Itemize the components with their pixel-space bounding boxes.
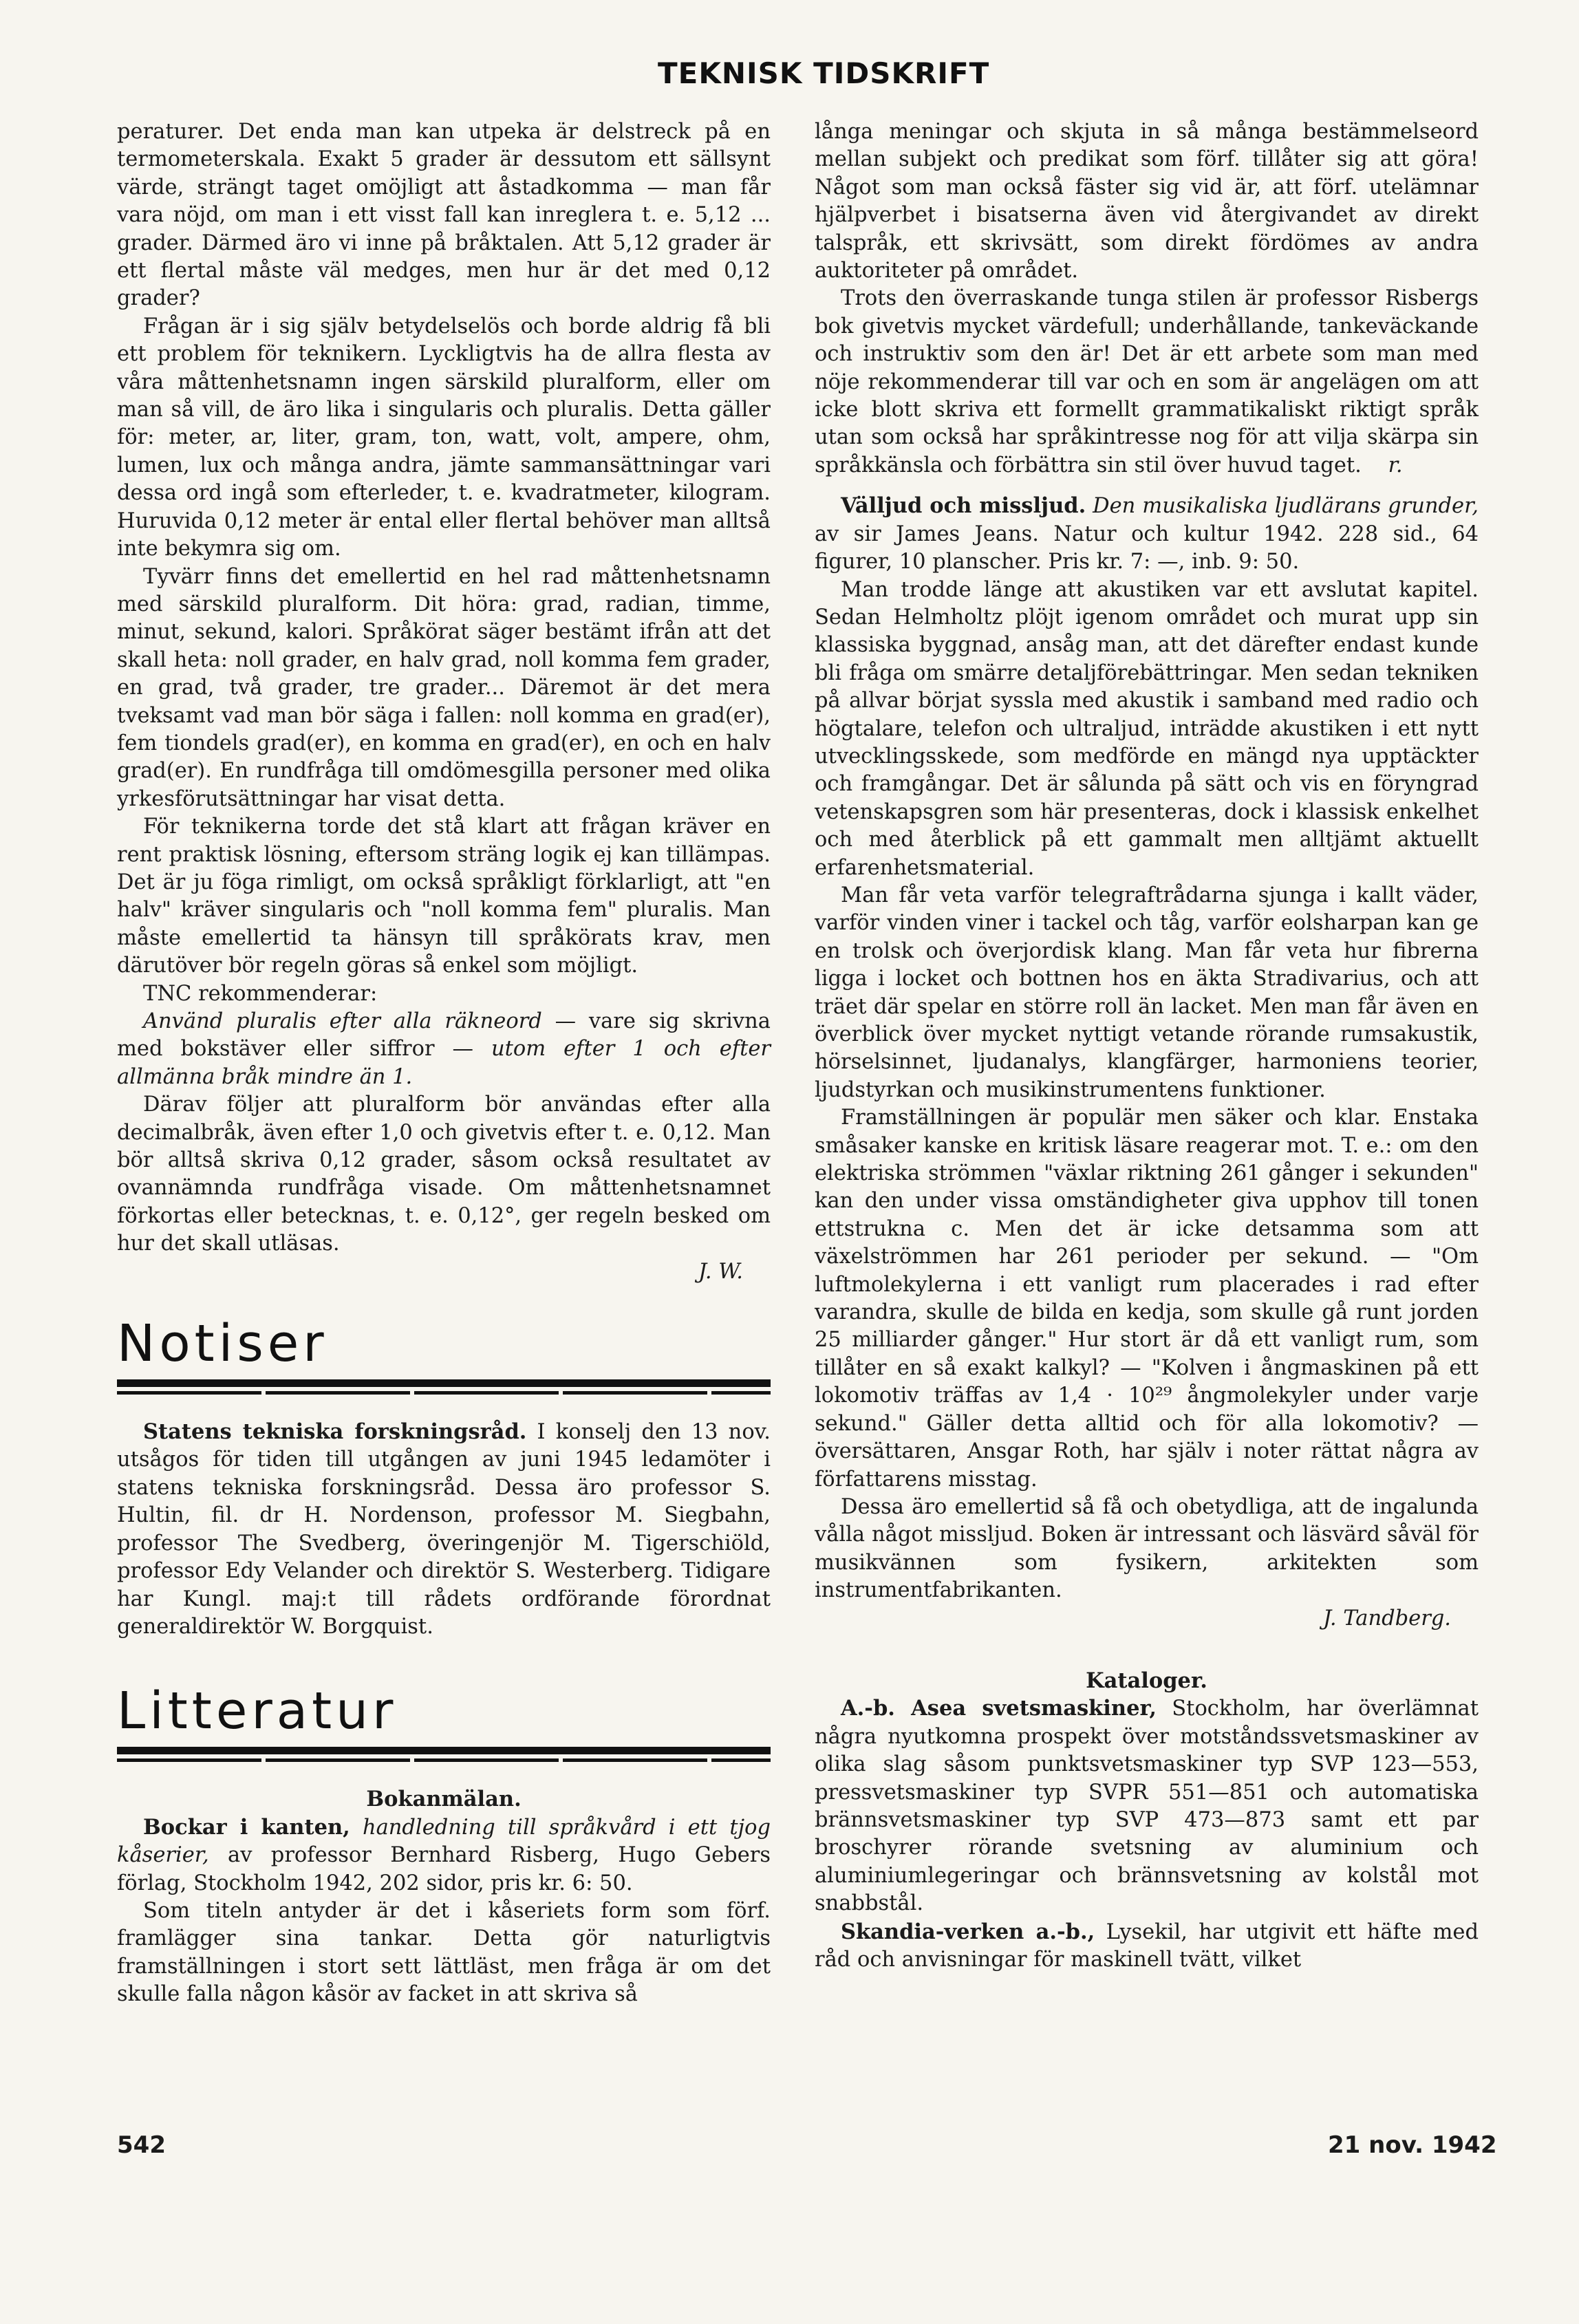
paragraph: För teknikerna torde det stå klart att frågan kräver en rent praktisk lösning, eftersom sträng logik ej kan tillämpas. Det är ju föga rimligt, om också språkligt förklarligt, att "en halv" kräver singularis och "noll komma fem" pluralis. Man måste emellertid ta hänsyn till språkörats krav, men därutöver bör regeln göras så enkel som möjligt. — [117, 815, 771, 978]
section-rule — [117, 1758, 771, 1762]
book-entry — [117, 1814, 771, 1897]
section-rule — [117, 1747, 771, 1754]
book-title: Bockar i kanten, — [143, 1814, 350, 1840]
section-title-litteratur: Litteratur — [117, 1681, 398, 1741]
rule-part: utom efter 1 och efter allmänna bråk mindre än 1. — [117, 1037, 771, 1089]
signature: J. Tandberg. — [1323, 1606, 1451, 1631]
subheading-kataloger: Kataloger. — [1086, 1668, 1207, 1693]
rule-part: — vare sig skrivna med bokstäver eller siffror — — [117, 1009, 771, 1062]
paragraph: Dessa äro emellertid så få och obetydliga, att de ingalunda vålla något missljud. Boken är intressant och läsvärd såväl för musikvännen som fysikern, arkitekten som instrumentfabrikanten. — [815, 1494, 1479, 1603]
paragraph — [815, 285, 1479, 480]
tnc-rule — [117, 1008, 771, 1091]
issue-date: 21 nov. 1942 — [1328, 2131, 1497, 2159]
book-subtitle: handledning till språkvård i ett tjog kåserier, — [117, 1815, 771, 1868]
journal-header: TEKNISK TIDSKRIFT — [658, 56, 990, 90]
paragraph-text: Trots den överraskande tunga stilen är professor Risbergs bok givetvis mycket värdefull; underhållande, tankeväckande och instruktiv som den är! Det är ett arbete som man med nöje rekommenderar till var och en som är angelägen om att icke blott skriva ett formellt grammatikaliskt riktigt språk utan som också har språkintresse nog för att vilja skärpa sin språkkänsla och förbättra sin stil över huvud taget. — [815, 286, 1479, 477]
catalog-heading: A.-b. Asea svetsmaskiner, — [841, 1696, 1157, 1721]
book-subtitle: Den musikaliska ljudlärans grunder, — [1086, 494, 1479, 519]
rule-part: Använd pluralis efter alla räkneord — [143, 1009, 542, 1033]
section-title-notiser: Notiser — [117, 1314, 328, 1374]
paragraph: Tyvärr finns det emellertid en hel rad måttenhetsnamn med särskild pluralform. Dit höra: grad, radian, timme, minut, sekund, kalori. Språkörat säger bestämt ifrån att det skall heta: noll grader, en halv grad, noll komma fem grader, en grad, två grader, tre grader... Däremot är det mera tveksamt vad man bör säga i fallen: noll komma en grad(er), fem tiondels grad(er), en komma en grad(er), en och en halv grad(er). En rundfråga till omdömesgilla personer med olika yrkesförutsättningar har visat detta. — [117, 564, 771, 811]
left-column — [117, 118, 771, 2009]
right-column — [815, 118, 1479, 1974]
signature: J. W. — [698, 1259, 743, 1284]
paragraph: TNC rekommenderar: — [143, 981, 378, 1006]
book-title: Välljud och missljud. — [841, 493, 1086, 519]
notis-body: I konselj den 13 nov. utsågos för tiden till utgången av juni 1945 ledamöter i statens tekniska forskningsråd. Dessa äro professor S. Hultin, fil. dr H. Nordenson, professor M. Siegbahn, professor The Svedberg, överingenjör M. Tigerschiöld, professor Edy Velander och direktör S. Westerberg. Tidigare har Kungl. maj:t till rådets ordförande förordnat generaldirektör W. Borgquist. — [117, 1420, 771, 1639]
section-rule — [117, 1379, 771, 1387]
catalog-entry — [815, 1694, 1479, 1917]
book-details: av professor Bernhard Risberg, Hugo Gebers förlag, Stockholm 1942, 202 sidor, pris kr. 6: 50. — [117, 1843, 771, 1895]
paragraph: långa meningar och skjuta in så många bestämmelseord mellan subjekt och predikat som förf. tillåter sig att göra! Något som man också fäster sig vid är, att förf. utelämnar hjälpverbet i bisatserna även vid återgivandet av direkt talspråk, ett skrivsätt, som direkt fördömes av andra auktoriteter på området. — [815, 120, 1479, 283]
catalog-body: Stockholm, har överlämnat några nyutkomna prospekt över motståndssvetsmaskiner av olika slag såsom punktsvetsmaskiner typ SVP 123—553, pressvetsmaskiner typ SVPR 551—851 och automatiska brännsvetsmaskiner typ SVP 473—873 samt ett par broschyrer rörande svetsning av aluminium och aluminiumlegeringar och brännsvetsning av kolstål mot snabbstål. — [815, 1697, 1479, 1916]
notis-heading: Statens tekniska forskningsråd. — [143, 1419, 527, 1445]
section-rule — [117, 1391, 771, 1395]
paragraph: Därav följer att pluralform bör användas efter alla decimalbråk, även efter 1,0 och givetvis efter t. e. 0,12. Man bör alltså skriva 0,12 grader, såsom också resultatet av ovannämnda rundfråga visade. Om måttenhetsnamnet förkortas eller betecknas, t. e. 0,12°, ger regeln besked om hur det skall utläsas. — [117, 1093, 771, 1256]
catalog-heading: Skandia-verken a.-b., — [841, 1919, 1095, 1944]
catalog-entry — [815, 1918, 1479, 1975]
paragraph: peraturer. Det enda man kan utpeka är delstreck på en termometerskala. Exakt 5 grader är dessutom ett sällsynt värde, strängt taget omöjligt att åstadkomma — man får vara nöjd, om man i ett visst fall kan inreglera t. e. 5,12 ... grader. Därmed äro vi inne på bråktalen. Att 5,12 grader är ett flertal måste väl medges, men hur är det med 0,12 grader? — [117, 120, 771, 311]
book-details: av sir James Jeans. Natur och kultur 1942. 228 sid., 64 figurer, 10 planscher. Pris kr. 7: —, inb. 9: 50. — [815, 521, 1479, 574]
book-entry — [815, 492, 1479, 576]
paragraph: Framställningen är populär men säker och klar. Enstaka småsaker kanske en kritisk läsare reagerar mot. T. e.: om den elektriska strömmen "växlar riktning 261 gånger i sekunden" kan den under vissa omständigheter giva upphov till tonen ettstrukna c. Men det är icke detsamma som att växelströmmen har 261 perioder per sekund. — "Om luftmolekylerna i ett vanligt rum placerades i rad efter varandra, skulle de bilda en kedja, som skulle gå runt jorden 25 milliarder gånger." Hur stort är då ett vanligt rum, som tillåter en så exakt kalkyl? — "Kolven i ångmaskinen på ett lokomotiv träffas av 1,4 · 10²⁹ ångmolekyler under varje sekund." Gäller detta alltid och för alla lokomotiv? — översättaren, Ansgar Roth, har själv i noter rättat några av författarens misstag. — [815, 1106, 1479, 1492]
signature: r. — [1388, 453, 1403, 477]
paragraph: Frågan är i sig själv betydelselös och borde aldrig få bli ett problem för teknikern. Lyckligtvis ha de allra flesta av våra måttenhetsnamn ingen särskild pluralform, eller om man så vill, de äro lika i singularis och pluralis. Detta gäller för: meter, ar, liter, gram, ton, watt, volt, ampere, ohm, lumen, lux och många andra, jämte sammansättningar vari dessa ord ingå som efterleder, t. e. kvadratmeter, kilogram. Huruvida 0,12 meter är ental eller flertal behöver man alltså inte bekymra sig om. — [117, 314, 771, 561]
paragraph: Som titeln antyder är det i kåseriets form som förf. framlägger sina tankar. Detta gör naturligtvis framställningen i stort sett lättläst, men fråga är om det skulle falla någon kåsör av facket in att skriva så — [117, 1898, 771, 2007]
subheading-bokanmalan: Bokanmälan. — [366, 1787, 522, 1812]
notis — [117, 1418, 771, 1641]
page-number: 542 — [117, 2131, 166, 2159]
catalog-body: Lysekil, har utgivit ett häfte med råd och anvisningar för maskinell tvätt, vilket — [815, 1919, 1479, 1972]
paragraph: Man får veta varför telegraftrådarna sjunga i kallt väder, varför vinden viner i tackel och tåg, varför eolsharpan kan ge en trolsk och överjordisk klang. Man får veta hur fibrerna ligga i locket och bottnen hos en äkta Stradivarius, och att träet där spelar en större roll än lacket. Men man får även en överblick över mycket nyttigt vetande rörande rumsakustik, hörselsinnet, ljudanalys, klangfärger, harmoniens teorier, ljudstyrkan och musikinstrumentens funktioner. — [815, 883, 1479, 1102]
paragraph: Man trodde länge att akustiken var ett avslutat kapitel. Sedan Helmholtz plöjt igenom området och murat upp sin klassiska byggnad, ansåg man, att det därefter endast kunde bli fråga om smärre detaljförebättringar. Men sedan tekniken på allvar börjat syssla med akustik i samband med radio och högtalare, telefon och ultraljud, inträdde akustiken i ett nytt utvecklingsskede, som medförde en mängd nya upptäckter och framgångar. Det är sålunda på sätt och vis en föryngrad vetenskapsgren som här presenteras, dock i klassisk enkelhet och med återblick på ett gammalt men alltjämt aktuellt erfarenhetsmaterial. — [815, 577, 1479, 880]
